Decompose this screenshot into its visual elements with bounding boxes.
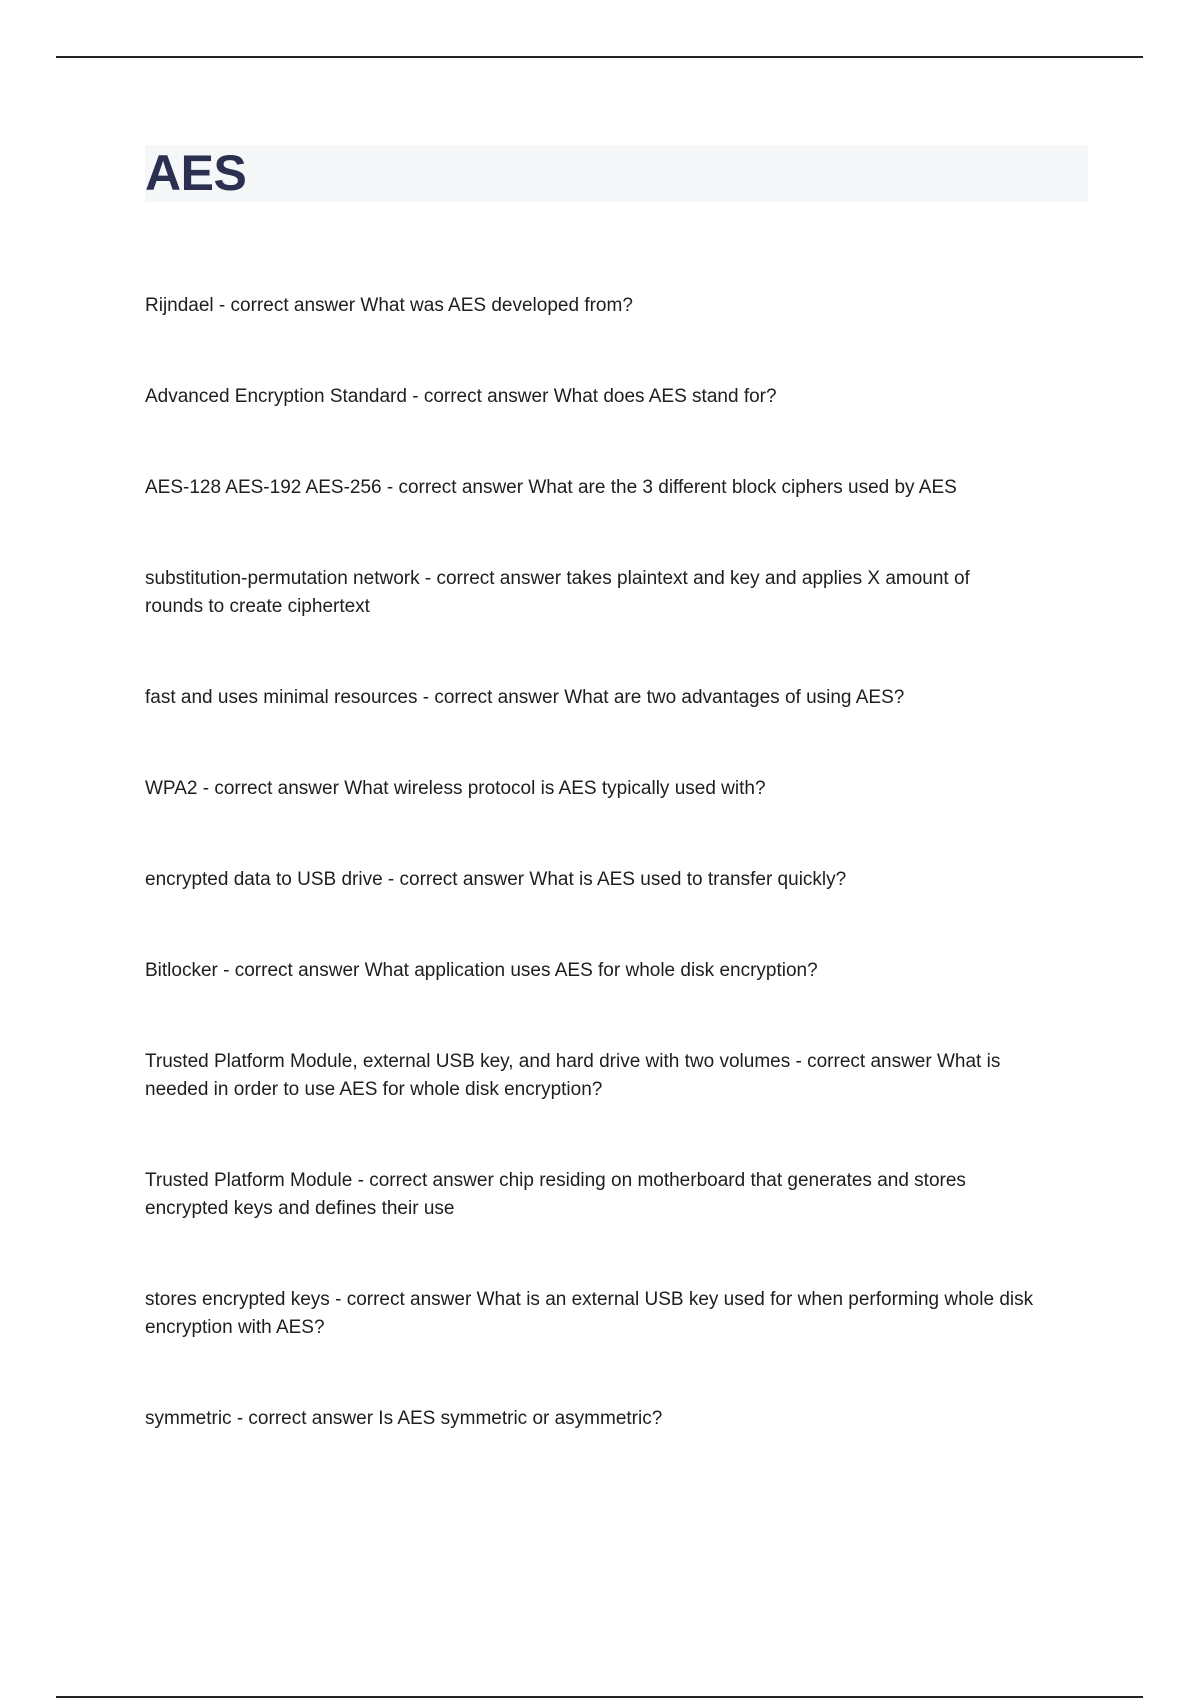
qa-line: fast and uses minimal resources - correct answer What are two advantages of using AES? (145, 687, 905, 708)
header-rule (56, 56, 1143, 58)
qa-entry (145, 474, 1088, 502)
qa-line: encryption with AES? (145, 1317, 325, 1338)
qa-line: needed in order to use AES for whole disk encryption? (145, 1079, 603, 1100)
qa-list (145, 292, 1088, 1496)
qa-line: Trusted Platform Module, external USB key, and hard drive with two volumes - correct answer What is (145, 1051, 1001, 1072)
qa-line: Advanced Encryption Standard - correct answer What does AES stand for? (145, 386, 777, 407)
qa-line: Trusted Platform Module - correct answer chip residing on motherboard that generates and stores (145, 1170, 966, 1191)
qa-line: Rijndael - correct answer What was AES developed from? (145, 295, 633, 316)
page-title: AES (145, 145, 247, 201)
qa-line: WPA2 - correct answer What wireless protocol is AES typically used with? (145, 778, 766, 799)
qa-entry (145, 684, 1088, 712)
title-background (145, 145, 1088, 202)
qa-line: stores encrypted keys - correct answer What is an external USB key used for when performing whole disk (145, 1289, 1034, 1310)
qa-entry (145, 1048, 1088, 1104)
qa-entry (145, 1167, 1088, 1223)
qa-line: Bitlocker - correct answer What application uses AES for whole disk encryption? (145, 960, 818, 981)
qa-entry (145, 957, 1088, 985)
qa-line: encrypted data to USB drive - correct answer What is AES used to transfer quickly? (145, 869, 847, 890)
qa-line: substitution-permutation network - correct answer takes plaintext and key and applies X amount of (145, 568, 970, 589)
qa-line: symmetric - correct answer Is AES symmetric or asymmetric? (145, 1408, 663, 1429)
qa-line: rounds to create ciphertext (145, 596, 370, 617)
qa-entry (145, 292, 1088, 320)
qa-entry (145, 565, 1088, 621)
qa-line: encrypted keys and defines their use (145, 1198, 455, 1219)
qa-entry (145, 1286, 1088, 1342)
qa-entry (145, 866, 1088, 894)
qa-line: AES-128 AES-192 AES-256 - correct answer What are the 3 different block ciphers used by AES (145, 477, 957, 498)
qa-entry (145, 1405, 1088, 1433)
qa-entry (145, 775, 1088, 803)
footer-rule (56, 1696, 1143, 1698)
qa-entry (145, 383, 1088, 411)
